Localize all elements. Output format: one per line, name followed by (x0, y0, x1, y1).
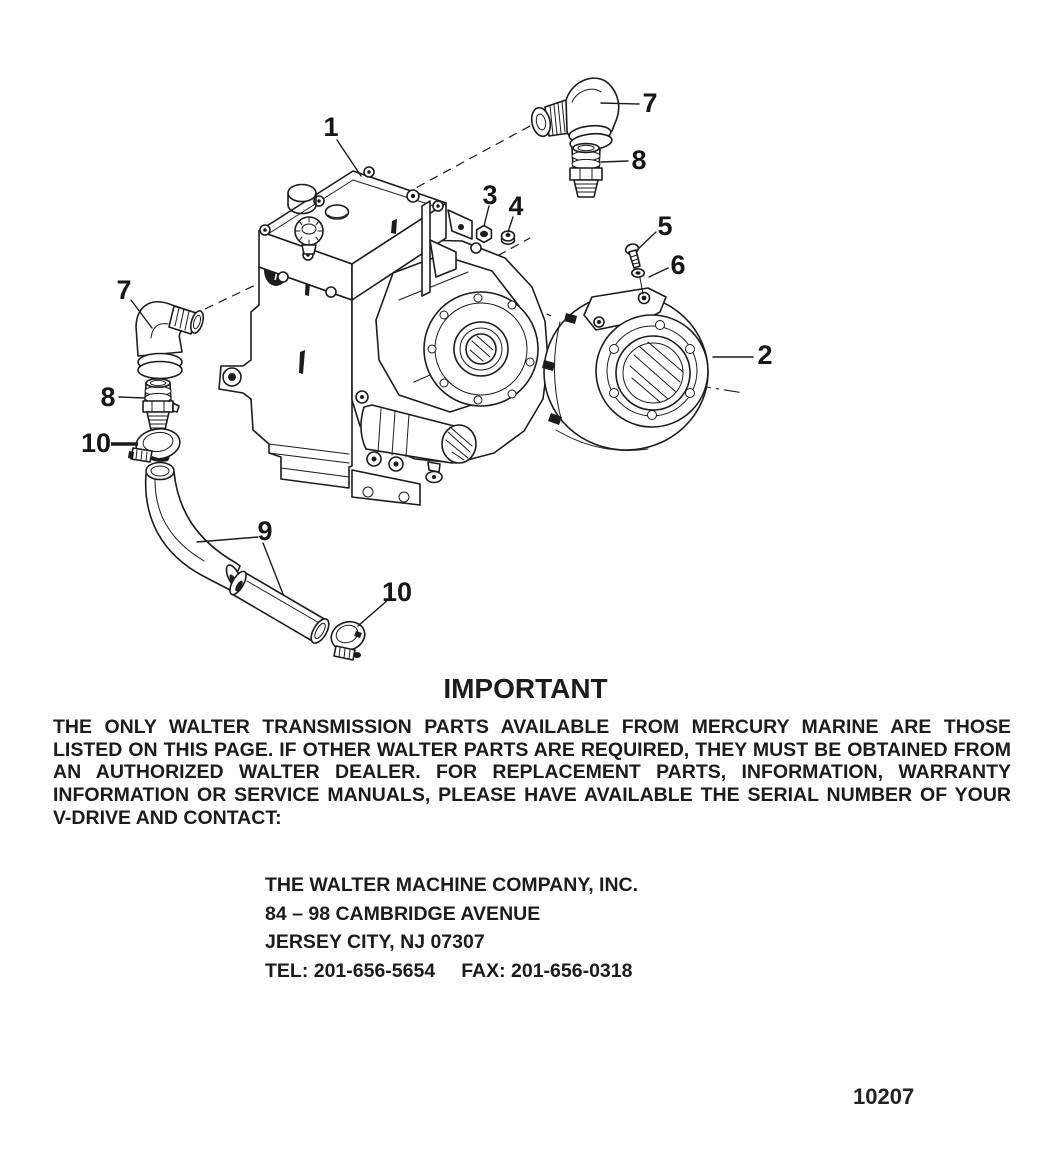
callout-10-left: 10 (80, 428, 112, 458)
contact-block (265, 871, 638, 985)
notice-line: LISTED ON THIS PAGE. IF OTHER WALTER PARTS ARE REQUIRED, THEY MUST BE OBTAINED FROM (53, 738, 1011, 761)
notice-line: INFORMATION OR SERVICE MANUALS, PLEASE HAVE AVAILABLE THE SERIAL NUMBER OF YOUR (53, 784, 1011, 807)
callout-10-bottom: 10 (381, 577, 413, 607)
nut-3 (477, 226, 492, 243)
callout-6: 6 (670, 250, 686, 280)
notice-line: V-DRIVE AND CONTACT: (53, 806, 282, 829)
callout-8-left: 8 (100, 382, 116, 412)
transmission-housing (219, 167, 548, 505)
washer-4 (502, 231, 515, 244)
contact-address: 84 – 98 CAMBRIDGE AVENUE (265, 902, 541, 925)
end-cover-housing (542, 288, 708, 450)
hose-fitting-left (143, 379, 179, 430)
screw-5 (624, 242, 640, 268)
contact-fax: FAX: 201-656-0318 (461, 959, 633, 982)
contact-company: THE WALTER MACHINE COMPANY, INC. (265, 874, 639, 896)
callout-7-top: 7 (642, 88, 658, 118)
callout-8-top: 8 (631, 145, 647, 175)
callout-3: 3 (482, 180, 498, 210)
callout-2: 2 (757, 340, 773, 370)
elbow-fitting-top (529, 78, 619, 152)
callout-9: 9 (257, 516, 273, 546)
callout-4: 4 (508, 191, 524, 221)
notice-line: AN AUTHORIZED WALTER DEALER. FOR REPLACEMENT PARTS, INFORMATION, WARRANTY (53, 761, 1011, 784)
callout-5: 5 (657, 211, 673, 241)
notice-line: THE ONLY WALTER TRANSMISSION PARTS AVAILABLE FROM MERCURY MARINE ARE THOSE (53, 716, 1011, 738)
callout-1: 1 (323, 112, 339, 142)
important-heading: IMPORTANT (443, 673, 608, 704)
hose-straight (227, 569, 333, 646)
elbow-fitting-left (136, 302, 206, 379)
contact-tel-fax (265, 957, 638, 986)
hose-clamp-bottom (328, 617, 369, 660)
hose-fitting-top (570, 144, 602, 197)
notice-paragraph (53, 716, 1011, 830)
page-number: 10207 (853, 1084, 915, 1109)
contact-tel: TEL: 201-656-5654 (265, 959, 436, 982)
output-flange (424, 292, 538, 406)
hose-curved (146, 463, 245, 592)
contact-city: JERSEY CITY, NJ 07307 (265, 931, 485, 953)
callout-7-left: 7 (116, 275, 132, 305)
